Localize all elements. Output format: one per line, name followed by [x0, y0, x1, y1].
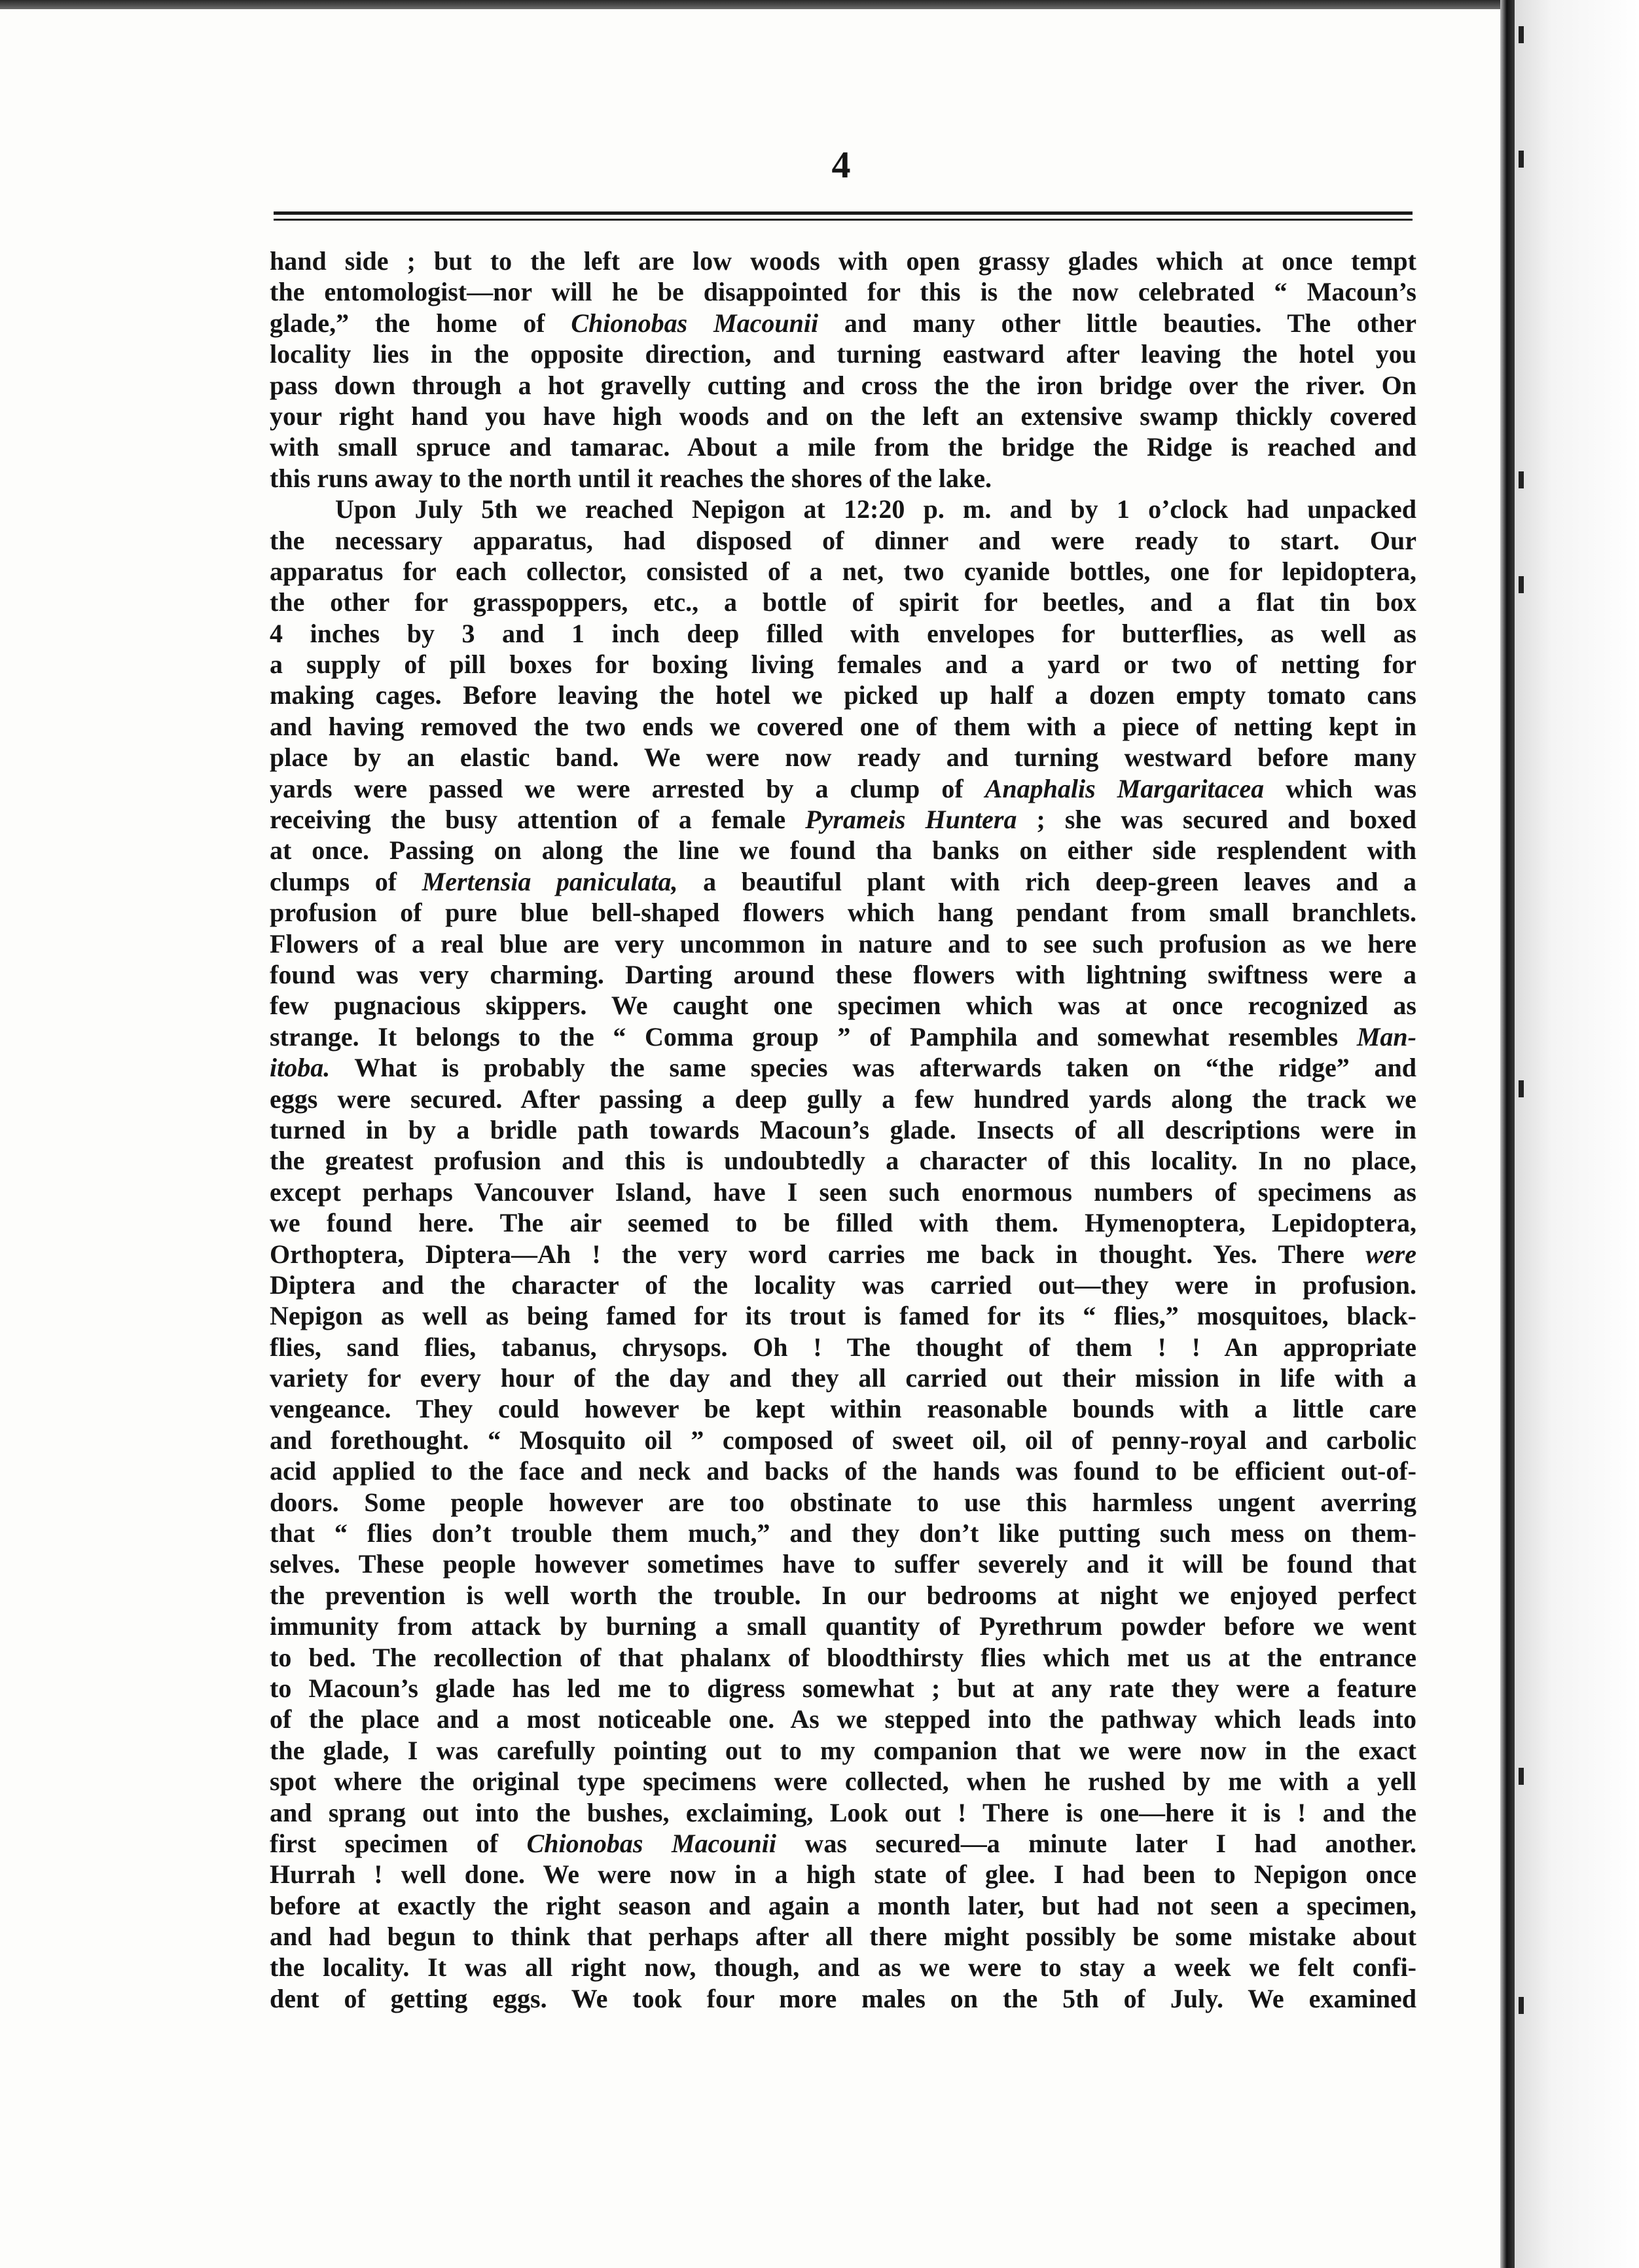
text-line: [270, 1207, 1416, 1238]
italic-species-name: Anaphalis Margaritacea: [984, 773, 1265, 803]
text-line: [270, 401, 1416, 431]
text-line: [270, 1021, 1416, 1052]
text-line: [270, 1828, 1416, 1859]
text-segment: Nepigon as well as being famed for its trout is famed for its “ flies,” mosquitoes, black-: [270, 1301, 1416, 1331]
text-line: [270, 1611, 1416, 1641]
edge-mark: [1519, 151, 1524, 168]
italic-species-name: Pyrameis Huntera: [805, 805, 1017, 835]
text-line: [270, 1580, 1416, 1611]
text-segment: strange. It belongs to the “ Comma group ” of Pamphila and somewhat resembles: [270, 1021, 1357, 1052]
text-segment: and many other little beauties. The other: [818, 308, 1416, 338]
text-segment: eggs were secured. After passing a deep gully a few hundred yards along the track we: [270, 1084, 1416, 1114]
text-segment: acid applied to the face and neck and backs of the hands was found to be efficient out-of-: [270, 1456, 1416, 1486]
text-line: [270, 1239, 1416, 1270]
text-segment: and forethought. “ Mosquito oil ” composed of sweet oil, oil of penny-royal and carbolic: [270, 1425, 1416, 1455]
body-text: [270, 246, 1416, 2014]
text-segment: locality lies in the opposite direction, and turning eastward after leaving the hotel you: [270, 339, 1416, 369]
text-line: [270, 1300, 1416, 1331]
text-line: [270, 835, 1416, 866]
text-line: [270, 1425, 1416, 1455]
text-segment: Hurrah ! well done. We were now in a high state of glee. I had been to Nepigon once: [270, 1859, 1416, 1890]
italic-species-name: itoba.: [270, 1053, 331, 1083]
text-segment: to Macoun’s glade has led me to digress somewhat ; but at any rate they were a feature: [270, 1673, 1416, 1703]
text-segment: few pugnacious skippers. We caught one specimen which was at once recognized as: [270, 991, 1416, 1021]
text-segment: except perhaps Vancouver Island, have I seen such enormous numbers of specimens as: [270, 1177, 1416, 1207]
text-line: [270, 1735, 1416, 1766]
text-line: [270, 1642, 1416, 1673]
text-segment: the locality. It was all right now, though, and as we were to stay a week we felt confi-: [270, 1952, 1416, 1983]
text-segment: we found here. The air seemed to be filled with them. Hymenoptera, Lepidoptera,: [270, 1208, 1416, 1238]
text-line: [270, 1921, 1416, 1952]
edge-mark: [1519, 26, 1524, 43]
text-line: [270, 494, 1416, 524]
header-rule-thin: [274, 219, 1413, 221]
edge-mark: [1519, 1768, 1524, 1785]
text-segment: the entomologist—nor will he be disappointed for this is the now celebrated “ Macoun’s: [270, 277, 1416, 307]
text-segment: making cages. Before leaving the hotel we picked up half a dozen empty tomato cans: [270, 680, 1416, 710]
text-line: [270, 680, 1416, 710]
text-line: [270, 866, 1416, 897]
text-line: [270, 1145, 1416, 1176]
text-segment: the glade, I was carefully pointing out to my companion that we were now in the exact: [270, 1735, 1416, 1765]
text-segment: to bed. The recollection of that phalanx of bloodthirsty flies which met us at the entrance: [270, 1642, 1416, 1672]
text-segment: profusion of pure blue bell-shaped flowers which hang pendant from small branchlets.: [270, 898, 1416, 928]
text-line: [270, 742, 1416, 773]
edge-mark: [1519, 1080, 1524, 1097]
text-line: [270, 804, 1416, 835]
text-line: [270, 1177, 1416, 1207]
text-segment: vengeance. They could however be kept within reasonable bounds with a little care: [270, 1394, 1416, 1424]
text-line: [270, 1332, 1416, 1363]
text-segment: apparatus for each collector, consisted of a net, two cyanide bottles, one for lepidoptera,: [270, 556, 1416, 586]
text-line: [270, 431, 1416, 462]
text-line: [270, 463, 1416, 494]
text-segment: which was: [1264, 773, 1417, 803]
text-segment: dent of getting eggs. We took four more males on the 5th of July. We examined: [270, 1983, 1416, 2013]
text-line: [270, 959, 1416, 990]
text-segment: selves. These people however sometimes have to suffer severely and it will be found that: [270, 1549, 1416, 1579]
text-segment: a beautiful plant with rich deep-green leaves and a: [677, 866, 1416, 896]
text-segment: was secured—a minute later I had another.: [776, 1828, 1417, 1858]
text-line: [270, 1952, 1416, 1983]
text-line: [270, 1704, 1416, 1734]
edge-mark: [1519, 1997, 1524, 2014]
text-line: [270, 1363, 1416, 1393]
text-segment: hand side ; but to the left are low woods with open grassy glades which at once tempt: [270, 246, 1416, 276]
text-segment: Upon July 5th we reached Nepigon at 12:20 p. m. and by 1 o’clock had unpacked: [335, 494, 1416, 524]
text-segment: before at exactly the right season and again a month later, but had not seen a specimen,: [270, 1890, 1416, 1920]
text-line: [270, 773, 1416, 804]
text-line: [270, 1270, 1416, 1300]
italic-species-name: Chionobas Macounii: [571, 308, 819, 338]
text-segment: at once. Passing on along the line we found tha banks on either side resplendent with: [270, 835, 1416, 866]
header-rule-thick: [274, 211, 1413, 215]
text-segment: a supply of pill boxes for boxing living females and a yard or two of netting for: [270, 649, 1416, 680]
italic-species-name: Mertensia paniculata,: [422, 866, 678, 896]
text-segment: immunity from attack by burning a small quantity of Pyrethrum powder before we went: [270, 1611, 1416, 1641]
italic-species-name: were: [1365, 1239, 1416, 1269]
text-segment: of the place and a most noticeable one. As we stepped into the pathway which leads into: [270, 1704, 1416, 1734]
text-line: [270, 1673, 1416, 1704]
edge-mark: [1519, 576, 1524, 593]
text-line: [270, 246, 1416, 276]
text-segment: this runs away to the north until it reaches the shores of the lake.: [270, 463, 992, 493]
text-segment: turned in by a bridle path towards Macoun’s glade. Insects of all descriptions were in: [270, 1114, 1416, 1144]
text-line: [270, 1983, 1416, 2014]
text-line: [270, 308, 1416, 338]
text-line: [270, 990, 1416, 1021]
book-spine: [1500, 0, 1515, 2268]
text-segment: the greatest profusion and this is undoubtedly a character of this locality. In no place,: [270, 1146, 1416, 1176]
text-line: [270, 1393, 1416, 1424]
text-line: [270, 618, 1416, 649]
text-segment: clumps of: [270, 866, 422, 896]
text-line: [270, 1766, 1416, 1797]
text-segment: ; she was secured and boxed: [1017, 805, 1417, 835]
text-line: [270, 928, 1416, 959]
text-line: [270, 1890, 1416, 1921]
text-segment: your right hand you have high woods and on the left an extensive swamp thickly covered: [270, 401, 1416, 431]
text-line: [270, 1859, 1416, 1890]
text-line: [270, 1548, 1416, 1579]
text-line: [270, 1487, 1416, 1518]
page-number: 4: [831, 143, 851, 186]
text-segment: the necessary apparatus, had disposed of dinner and were ready to start. Our: [270, 525, 1416, 555]
text-segment: yards were passed we were arrested by a clump of: [270, 773, 985, 803]
text-line: [270, 556, 1416, 587]
text-line: [270, 1084, 1416, 1114]
text-line: [270, 587, 1416, 617]
text-segment: first specimen of: [270, 1828, 527, 1858]
text-segment: and sprang out into the bushes, exclaiming, Look out ! There is one—here it is ! and the: [270, 1797, 1416, 1827]
text-segment: What is probably the same species was afterwards taken on “the ridge” and: [330, 1053, 1416, 1083]
text-segment: the other for grasspoppers, etc., a bottle of spirit for beetles, and a flat tin box: [270, 587, 1416, 617]
page-top-edge: [0, 0, 1505, 9]
text-line: [270, 1455, 1416, 1486]
text-segment: and had begun to think that perhaps after all there might possibly be some mistake about: [270, 1922, 1416, 1952]
text-segment: glade,” the home of: [270, 308, 571, 338]
text-segment: pass down through a hot gravelly cutting and cross the the iron bridge over the river. On: [270, 370, 1416, 400]
text-segment: with small spruce and tamarac. About a mile from the bridge the Ridge is reached and: [270, 432, 1416, 462]
text-line: [270, 1114, 1416, 1145]
text-segment: and having removed the two ends we covered one of them with a piece of netting kept in: [270, 711, 1416, 741]
text-segment: spot where the original type specimens were collected, when he rushed by me with a yell: [270, 1766, 1416, 1797]
text-line: [270, 525, 1416, 556]
italic-species-name: Man-: [1356, 1021, 1416, 1052]
text-segment: Flowers of a real blue are very uncommon in nature and to see such profusion as we here: [270, 928, 1416, 959]
text-line: [270, 1518, 1416, 1548]
text-segment: place by an elastic band. We were now ready and turning westward before many: [270, 742, 1416, 773]
italic-species-name: Chionobas Macounii: [526, 1828, 776, 1858]
text-segment: receiving the busy attention of a female: [270, 805, 806, 835]
text-line: [270, 1797, 1416, 1828]
next-page-edge: [1515, 0, 1639, 2268]
text-line: [270, 276, 1416, 307]
text-line: [270, 649, 1416, 680]
text-line: [270, 1052, 1416, 1083]
text-segment: doors. Some people however are too obstinate to use this harmless ungent averring: [270, 1487, 1416, 1517]
edge-mark: [1519, 471, 1524, 488]
text-segment: 4 inches by 3 and 1 inch deep filled with envelopes for butterflies, as well as: [270, 618, 1416, 648]
text-line: [270, 711, 1416, 742]
text-segment: flies, sand flies, tabanus, chrysops. Oh ! The thought of them ! ! An appropriate: [270, 1332, 1416, 1362]
text-segment: that “ flies don’t trouble them much,” and they don’t like putting such mess on them-: [270, 1518, 1416, 1548]
text-segment: Orthoptera, Diptera—Ah ! the very word carries me back in thought. Yes. There: [270, 1239, 1366, 1269]
text-segment: variety for every hour of the day and they all carried out their mission in life with a: [270, 1363, 1416, 1393]
text-line: [270, 338, 1416, 369]
text-segment: Diptera and the character of the locality was carried out—they were in profusion.: [270, 1270, 1416, 1300]
text-segment: the prevention is well worth the trouble. In our bedrooms at night we enjoyed perfect: [270, 1580, 1416, 1610]
text-line: [270, 897, 1416, 928]
text-line: [270, 370, 1416, 401]
text-segment: found was very charming. Darting around these flowers with lightning swiftness were a: [270, 959, 1416, 989]
